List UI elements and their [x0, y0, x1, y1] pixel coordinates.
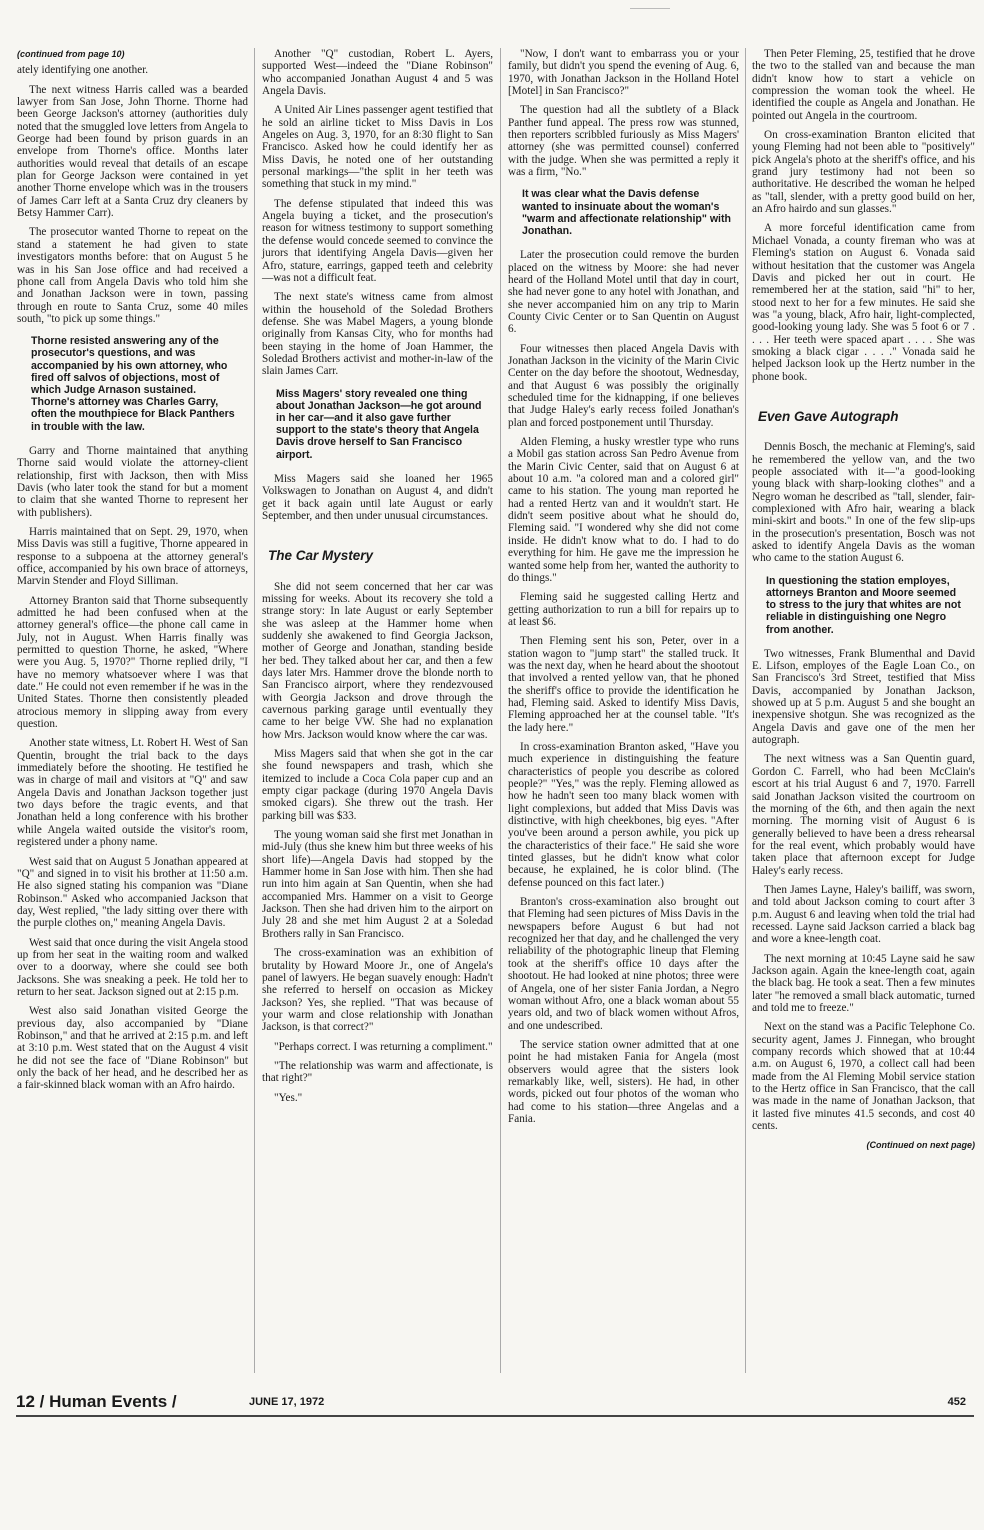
column-1-top	[17, 64, 248, 325]
paragraph: A more forceful identification came from Michael Vonada, a county fireman who was at Fleming's station on August 6. Vonada said without hesitation that the customer was Angela Davis and picked her out in court. He remembered her at the station, said "hi" to her, stood next to her for a few minutes. He said she was "a young, black, Afro hair, light-complected, good-looking young lady. She was 5 foot 6 or 7 . . . . Her teeth were spaced apart . . . . She was smoking a black cigar . . . ." Vonada said he helped Jackson look up the Hertz number in the phone book.	[752, 222, 975, 383]
column-1	[17, 48, 248, 1099]
page-footer	[16, 1390, 974, 1418]
paragraph: Branton's cross-examination also brought out that Fleming had seen pictures of Miss Davis in the newspapers before August 6 but had not recognized her that day, and he challenged the very reliability of the photographic lineup that Fleming took at the sheriff's office 10 days after the shootout. He had looked at nine photos; three were of Angela, one of her sister Fania Jordan, a Negro woman without Afro, one a black woman about 55 years old, and two of black women without Afros, and one undescribed.	[508, 896, 739, 1032]
paragraph: "Yes."	[274, 1091, 303, 1104]
paragraph: Fleming said he suggested calling Hertz and getting authorization to run a bill for repairs up to at least $6.	[508, 591, 739, 628]
paragraph: Miss Magers said she loaned her 1965 Volkswagen to Jonathan on August 4, and didn't get it back again until late August or early September, and then under unusual circumstances.	[262, 472, 493, 522]
pull-quote: Miss Magers' story revealed one thing about Jonathan Jackson—he got around in her car—and it also gave further support to the state's theory that Angela Davis drove herself to San Francisco airport.	[276, 387, 482, 461]
page-number: 452	[947, 1396, 966, 1408]
continued-from-label: (continued from page 10)	[17, 49, 125, 59]
pull-quote: Thorne resisted answering any of the prosecutor's questions, and was accompanied by his own attorney, who fired off salvos of objections, most of which Judge Arnason sustained. Thorne's attorney was Charles Garry, often the mouthpiece for Black Panthers in trouble with the law.	[31, 335, 235, 433]
subheading-even-gave-autograph: Even Gave Autograph	[758, 408, 899, 424]
column-divider	[500, 48, 501, 1373]
footer-rule	[16, 1415, 974, 1417]
column-3	[508, 48, 739, 1132]
column-2	[262, 48, 493, 1111]
subheading-car-mystery: The Car Mystery	[268, 548, 374, 564]
paragraph: West also said Jonathan visited George the previous day, also accompanied by "Diane Robinson," and that he arrived at 2:15 p.m. and left at 3:10 p.m. West stated that on the August 4 visit he did not see the face of "Diane Robinson" but only the back of her head, and he described her as a fair-skinned black woman with an Afro hairdo.	[17, 1005, 248, 1092]
paragraph: Later the prosecution could remove the burden placed on the witness by Moore: she had never heard of the Holland Motel until that day in court, she had never gone to any hotel with Jonathan, and she never accompanied him on any trip to Marin County Civic Center or to San Quentin on August 6.	[508, 249, 739, 336]
pull-quote: It was clear what the Davis defense wanted to insinuate about the woman's "warm and affectionate relationship" with Jonathan.	[522, 188, 732, 238]
paragraph: The next state's witness came from almost within the household of the Soledad Brothers defense. She was Mabel Magers, a young blonde originally from Kansas City, who for months had been staying in the home of Joan Hammer, the Soledad Brothers activist and mother-in-law of the slain James Carr.	[262, 291, 493, 378]
paragraph: In cross-examination Branton asked, "Have you much experience in distinguishing the feature characteristics of people you describe as colored people?" "Yes," was the reply. Fleming allowed as how he hadn't seen too many black women with light complexions, but added that Miss Davis was distinctive, with high cheekbones, big eyes. "After you've been around a person awhile, you pick up the characteristics of their face." He said she wore tinted glasses, but he didn't know what color because, he explained, he is color blind. (The defense pounced on this fact later.)	[508, 740, 739, 889]
continued-next-label: (Continued on next page)	[866, 1140, 975, 1151]
paragraph: The cross-examination was an exhibition of brutality by Howard Moore Jr., one of Angela's panel of lawyers. He began suavely enough: Hadn't she referred to herself on occasion as Mickey Jackson? Yes, she replied. "That was because of your warm and close relationship with Jonathan Jackson, is that correct?"	[262, 947, 493, 1034]
column-divider	[745, 48, 746, 1373]
paragraph: West said that once during the visit Angela stood up from her seat in the waiting room and walked over to a doorway, where she could see both Jacksons. She was sneaking a peek. He told her to return to her seat. Jackson signed out at 2:15 p.m.	[17, 936, 248, 998]
paragraph: Two witnesses, Frank Blumenthal and David E. Lifson, employes of the Eagle Loan Co., on San Francisco's 3rd Street, testified that Miss Davis, accompanied by Jonathan Jackson, showed up at 5 p.m. August 5 and she bought an inexpensive shotgun. She was recognized as the Angela Davis and gave one of the men her autograph.	[752, 647, 975, 747]
paragraph: She did not seem concerned that her car was missing for weeks. About its recovery she told a strange story: In late August or early September she was asleep at the Hammer home when suddenly she awakened to find Georgia Jackson, mother of George and Jonathan, standing beside her bed. They talked about her car, and then a few days later Mrs. Hammer drove the blonde north to San Francisco airport, where they rendezvoused with Georgia Jackson and drove through the cavernous parking garage until eventually they came to her beige VW. She had no explanation how Mrs. Jackson would know where the car was.	[262, 580, 493, 741]
issue-date: JUNE 17, 1972	[249, 1396, 325, 1408]
column-4	[752, 48, 975, 1152]
paragraph: Alden Fleming, a husky wrestler type who runs a Mobil gas station across San Pedro Avenue from the Marin Civic Center, said that on August 6 at about 10 a.m. "a colored man and a colored girl" came to his station. The young man reported he had a rented Hertz van and it wouldn't start. He didn't seem positive about what he should do, Fleming said. "I wondered why she did not come inside. He didn't know what to do. I had to do everything for him. He gave me the impression he wanted some help from her, wanted the authority to do things."	[508, 436, 740, 584]
paragraph: Another "Q" custodian, Robert L. Ayers, supported West—indeed the "Diane Robinson" who accompanied Jonathan August 4 and 5 was Angela Davis.	[262, 48, 493, 98]
paragraph: The next morning at 10:45 Layne said he saw Jackson again. Again the knee-length coat, again the black bag. He took a seat. Then a few minutes later "he removed a small black automatic, turned and told me to freeze."	[752, 952, 975, 1015]
paragraph: The young woman said she first met Jonathan in mid-July (thus she knew him but three weeks of his short life)—Angela Davis had stopped by the Hammer home in San Jose with him. Then she had run into him again at San Quentin, when she had accompanied Mrs. Hammer on a visit to George Jackson. Then she had driven him to the airport on July 28 and she met him August 2 at a Soledad Brothers rally in San Francisco.	[262, 829, 493, 940]
paragraph: The next witness was a San Quentin guard, Gordon C. Farrell, who had been McClain's escort at his trial August 6 and 7, 1970. Farrell said Jonathan Jackson visited the courtroom on the morning of the 6th, and then again the next morning. The morning visit of August 6 is generally believed to have been a dress rehearsal for the real event, which probably would have taken place that afternoon except for Judge Haley's early recess.	[752, 753, 975, 877]
paragraph: Four witnesses then placed Angela Davis with Jonathan Jackson in the vicinity of the Marin Civic Center on the day before the shootout, Wednesday, and that August 6 was possibly the originally scheduled time for the kidnapping, if one believes that Judge Haley's early recess foiled Jonathan's plan and forced postponement until Thursday.	[508, 342, 739, 429]
paragraph: "Perhaps correct. I was returning a compliment."	[274, 1040, 493, 1053]
column-divider	[254, 48, 255, 1373]
paragraph: "The relationship was warm and affectionate, is that right?"	[262, 1059, 493, 1085]
paragraph: Harris maintained that on Sept. 29, 1970, when Miss Davis was still a fugitive, Thorne appeared in response to a subpoena at the attorney general's office, accompanied by his own brace of attorneys, Marvin Stender and Floyd Silliman.	[17, 525, 248, 588]
paragraph: The defense stipulated that indeed this was Angela buying a ticket, and the prosecution's reason for witness testimony to support something the defense would concede seemed to convince the jurors that identifying Angela Davis—given her Afro, stature, earrings, gapped teeth and celebrity—was not a difficult feat.	[262, 197, 493, 284]
paragraph: "Now, I don't want to embarrass you or your family, but didn't you spend the evening of Aug. 6, 1970, with Jonathan Jackson in the Holland Hotel [Motel] in San Francisco?"	[508, 48, 739, 98]
paragraph: On cross-examination Branton elicited that young Fleming had not been able to "positively" pick Angela's photo at the sheriff's office, and his grand jury testimony had not been so authoritative. He described the woman he helped as "tall, slender, with a pretty good build on her, an Afro hairdo and sun glasses."	[752, 129, 975, 216]
paragraph: Next on the stand was a Pacific Telephone Co. security agent, James J. Finnegan, who brought company records which showed that at 10:44 a.m. on August 6, 1970, a collect call had been made from the Al Fleming Mobil service station to the Hertz office in San Francisco, that the call was made in the name of Jonathan Jackson, that it lasted five minutes 41.5 seconds, and cost 40 cents.	[752, 1021, 975, 1133]
paragraph: The next witness Harris called was a bearded lawyer from San Jose, John Thorne. Thorne had been George Jackson's attorney (authorities duly noted that the smuggled love letters from Angela to George had been found by prison guards in an envelope from Thorne's office. Months later authorities would reveal that details of an escape plan for George Jackson were contained in yet another Thorne envelope which was in the trousers of James Carr left at a Santa Cruz dry cleaners by Betsy Hammer Carr).	[17, 83, 248, 220]
paragraph: Then Peter Fleming, 25, testified that he drove the two to the stalled van and because the man didn't know how to start a vehicle on compression the woman took the wheel. He identified the couple as Angela and Jonathan. He pointed out Angela in the courtroom.	[752, 48, 975, 122]
paragraph: Dennis Bosch, the mechanic at Fleming's, said he remembered the yellow van, and the two people associated with it—"a good-looking young black with sharp-looking clothes" and a Negro woman he described as "tall, slender, fair-complexioned with Afro hair, wearing a black mini-skirt and boots." In one of the few slip-ups in the prosecution's presentation, Bosch was not asked to identify Angela Davis as the woman who came to the station August 6.	[752, 441, 975, 565]
paragraph: Garry and Thorne maintained that anything Thorne said would violate the attorney-client relationship, first with Jackson, then with Miss Davis (who later took the stand for but a moment to claim that she wanted Thorne to represent her with publishers).	[17, 444, 248, 519]
paragraph: Miss Magers said that when she got in the car she found newspapers and trash, which she itemized to include a Coca Cola paper cup and an empty cigar package (during 1970 Angela Davis smoked cigars). She threw out the trash. Her parking bill was $33.	[262, 748, 493, 822]
pull-quote: In questioning the station employes, attorneys Branton and Moore seemed to stress to the jury that whites are not reliable in distinguishing one Negro from another.	[766, 574, 961, 636]
paragraph: Then James Layne, Haley's bailiff, was sworn, and told about Jackson coming to court after 3 p.m. August 6 and leaving when told the trial had recessed. Layne said Jackson carried a black bag and wore a knee-length coat.	[752, 883, 975, 946]
paragraph: ately identifying one another.	[17, 64, 149, 77]
paragraph: A United Air Lines passenger agent testified that he sold an airline ticket to Miss Davis in Los Angeles on Aug. 3, 1970, for an 8:30 flight to San Francisco. Asked how he could identify her as Miss Davis, he noted one of her outstanding personal markings—"the split in her teeth was something that stuck in my mind."	[262, 104, 493, 191]
publication-name: 12 / Human Events /	[16, 1392, 177, 1411]
paragraph: The prosecutor wanted Thorne to repeat on the stand a statement he had given to state investigators months before: that on August 5 he was in his San Jose office and had received a phone call from Angela Davis who told him she and Jonathan Jackson were in town, passing through en route to Santa Cruz, some 40 miles south, "to pick up some things."	[17, 226, 248, 325]
top-mark	[630, 8, 670, 9]
paragraph: Another state witness, Lt. Robert H. West of San Quentin, brought the trial back to the days immediately before the shooting. He testified he was in charge of mail and visitors at "Q" and saw Angela Davis and Jonathan Jackson together just two days before the tragic events, and that Jonathan held a long conference with his brother while Angela waited outside the visitor's room, registered under a phony name.	[17, 737, 248, 849]
paragraph: West said that on August 5 Jonathan appeared at "Q" and signed in to visit his brother at 11:50 a.m. He also signed stating his companion was "Diane Robinson." Asked who accompanied Jackson that day, West replied, "the lady sitting over there with the purple clothes on," meaning Angela Davis.	[17, 855, 248, 930]
paragraph: Then Fleming sent his son, Peter, over in a station wagon to "jump start" the stalled truck. It was the next day, when he heard about the shootout that involved a rented yellow van, that he phoned the sheriff's office to provide the identification he had, Fleming said. Asked to identify Miss Davis, Fleming approached her at the counsel table. "It's the lady here."	[508, 635, 739, 734]
paragraph: Attorney Branton said that Thorne subsequently admitted he had been confused when at the attorney general's office—the phone call came in July, not in August. When Harris finally was permitted to question Thorne, he asked, "Where were you Aug. 5, 1970?" Thorne replied drily, "I have no memory whatsoever where I was that date." He could not even remember if he was in the United States. Thorne then consistently pleaded atrocious memory in slipping away from every question.	[17, 594, 248, 731]
paragraph: The service station owner admitted that at one point he had mistaken Fania for Angela (most observers would agree that the sisters look remarkably like, well, sisters). He had, in other words, picked out four photos of the woman who had come to his station—three Angelas and a Fania.	[508, 1038, 739, 1125]
paragraph: The question had all the subtlety of a Black Panther fund appeal. The press row was stunned, then reporters scribbled furiously as Miss Magers' attorney (she was permitted counsel) conferred with the judge. When she was permitted a reply it was a firm, "No."	[508, 104, 739, 179]
